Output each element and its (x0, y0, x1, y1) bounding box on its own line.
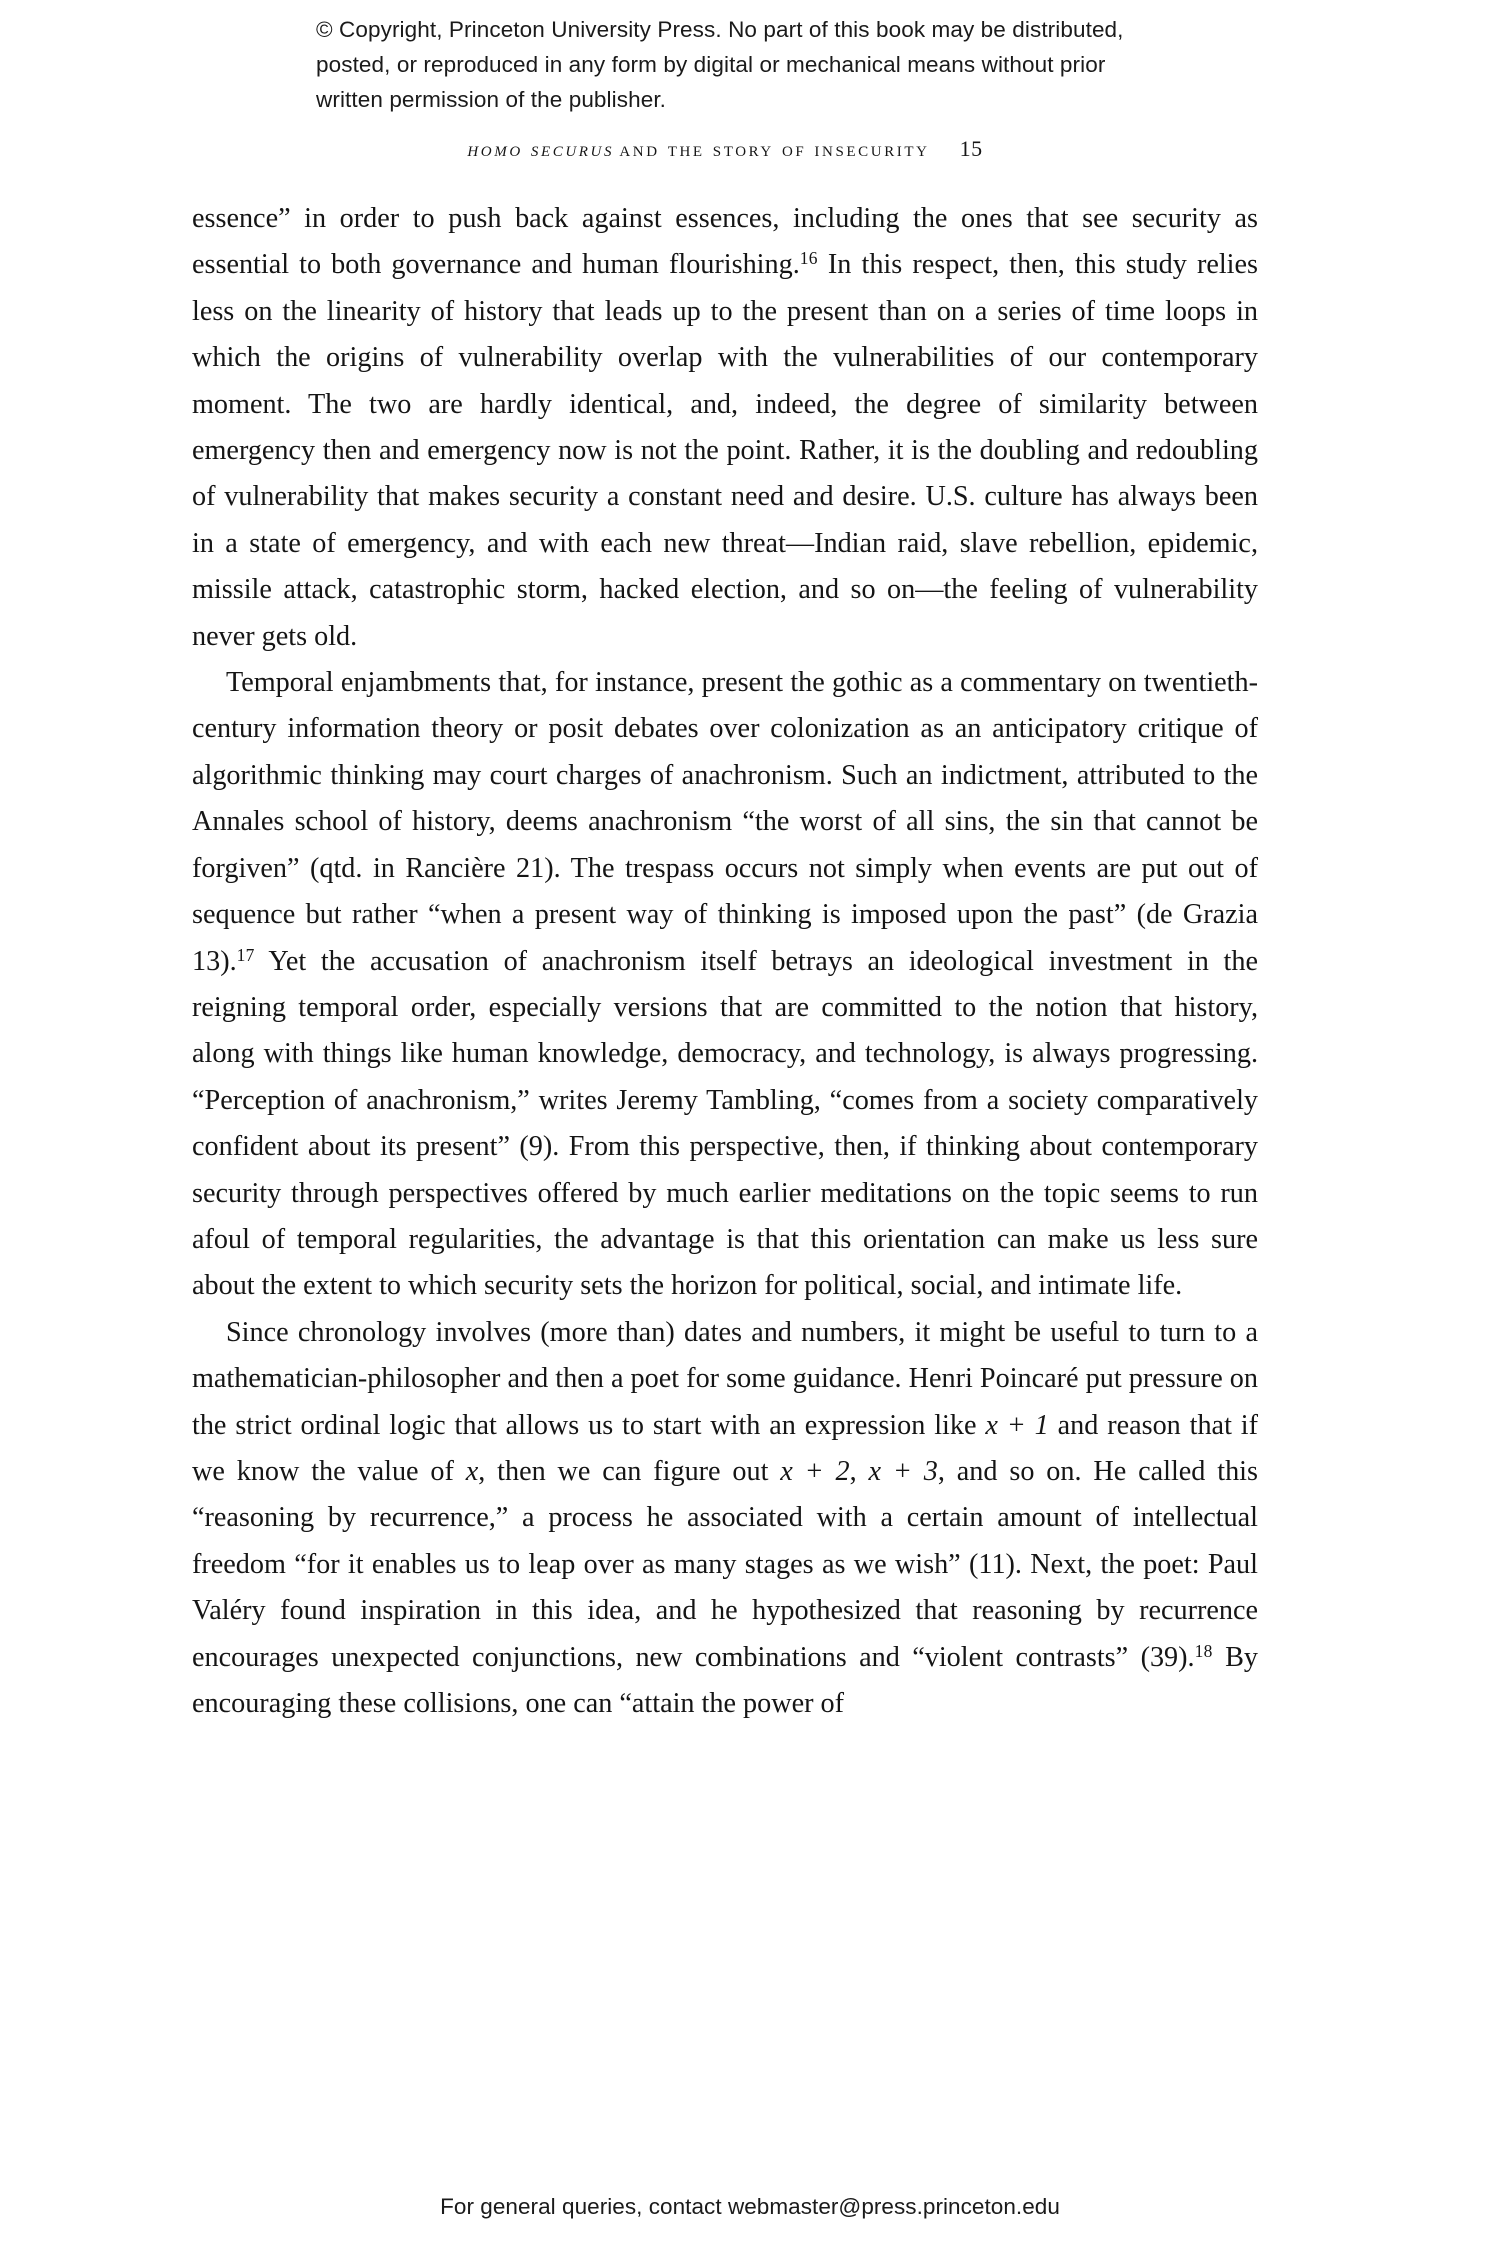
footnote-marker[interactable]: 17 (236, 944, 255, 965)
copyright-notice: © Copyright, Princeton University Press. No part of this book may be distributed, posted, or reproduced in any form by digital or mechanical means without prior written permission of the publisher. (316, 17, 1124, 112)
page-number: 15 (959, 136, 983, 161)
math-expression: x (465, 1455, 479, 1487)
body-text-column (192, 196, 1258, 1727)
math-expression: x + 2 (780, 1455, 850, 1487)
running-head (190, 136, 1260, 162)
math-expression: x + 1 (985, 1409, 1049, 1441)
paragraph-essence: essence” in order to push back against essences, including the ones that see security as essential to both governance and human flourishing.$^{16}$ In this respect, then, this study relies less on the linearity of history that leads up to the present than on a series of time loops in which the origins of vulnerability overlap with the vulnerabilities of our contemporary moment. The two are hardly identical, and, indeed, the degree of similarity between emergency then and emergency now is not the point. Rather, it is the doubling and redoubling of vulnerability that makes security a constant need and desire. U.S. culture has always been in a state of emergency, and with each new threat—Indian raid, slave rebellion, epidemic, missile attack, catastrophic storm, hacked election, and so on—the feeling of vulnerability never gets old. (192, 203, 1258, 652)
paragraph-since-chronology: Since chronology involves (more than) dates and numbers, it might be useful to turn to a mathematician-philosopher and then a poet for some guidance. Henri Poincaré put pressure on the strict ordinal logic that allows us to start with an expression like x + 1 and reason that if we know the value of x, then we can figure out x + 2, x + 3, and so on. He called this “reasoning by recurrence,” a process he associated with a certain amount of intellectual freedom “for it enables us to leap over as many stages as we wish” (11). Next, the poet: Paul Valéry found inspiration in this idea, and he hypothesized that reasoning by recurrence encourages unexpected conjunctions, new combinations and “violent contrasts” (39).$^{18}$ By encouraging these collisions, one can “attain the power of (192, 1316, 1258, 1719)
math-expression: x + 3 (868, 1455, 938, 1487)
footnote-marker[interactable]: 16 (799, 248, 818, 269)
footnote-marker[interactable]: 18 (1194, 1640, 1213, 1661)
page-footer-contact: For general queries, contact webmaster@press.princeton.edu (440, 2194, 1060, 2219)
running-head-chapter-title: and the story of insecurity (619, 136, 930, 161)
running-head-book-title: homo securus (467, 136, 615, 161)
paragraph-temporal-enjambments: Temporal enjambments that, for instance, present the gothic as a commentary on twentieth-century information theory or posit debates over colonization as an anticipatory critique of algorithmic thinking may court charges of anachronism. Such an indictment, attributed to the Annales school of history, deems anachronism “the worst of all sins, the sin that cannot be forgiven” (qtd. in Rancière 21). The trespass occurs not simply when events are put out of sequence but rather “when a present way of thinking is imposed upon the past” (de Grazia 13).$^{17}$ Yet the accusation of anachronism itself betrays an ideological investment in the reigning temporal order, especially versions that are committed to the notion that history, along with things like human knowledge, democracy, and technology, is always progressing. “Perception of anachronism,” writes Jeremy Tambling, “comes from a society comparatively confident about its present” (9). From this perspective, then, if thinking about contemporary security through perspectives offered by much earlier meditations on the topic seems to run afoul of temporal regularities, the advantage is that this orientation can make us less sure about the extent to which security sets the horizon for political, social, and intimate life. (192, 667, 1258, 1302)
